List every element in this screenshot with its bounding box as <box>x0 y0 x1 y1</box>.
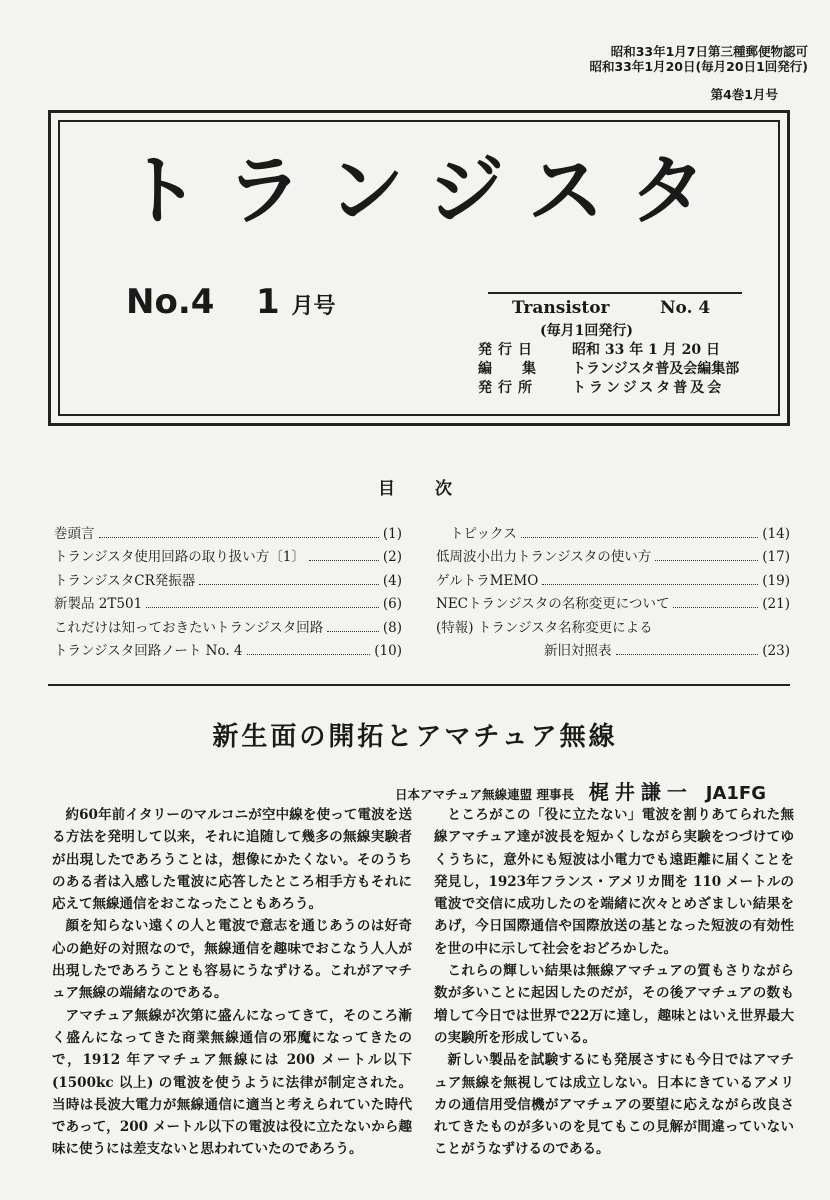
toc-entry-page: (1) <box>382 526 402 542</box>
toc-entry-page: (21) <box>762 596 790 613</box>
publication-row-label: 発行所 <box>478 380 538 396</box>
article-title: 新生面の開拓とアマチュア無線 <box>212 722 618 752</box>
toc-left-column <box>54 523 402 663</box>
issue-number: No.4 <box>126 282 215 322</box>
toc-entry-title: 新製品 2T501 <box>54 596 143 613</box>
publication-frequency: (毎月1回発行) <box>540 323 633 339</box>
publication-row-value: トランジスタ普及会 <box>572 380 725 396</box>
toc-entry-title: 新旧対照表 <box>544 643 612 660</box>
article-byline <box>395 776 766 805</box>
toc-entry-title: トランジスタ使用回路の取り扱い方〔1〕 <box>54 549 305 566</box>
toc-entry-page: (23) <box>762 643 790 660</box>
toc-entry-page: (8) <box>382 619 402 636</box>
postal-line-2: 昭和33年1月20日(毎月20日1回発行) <box>589 59 808 74</box>
toc-entry-title: (特報) トランジスタ名称変更による <box>436 619 653 636</box>
toc-entry-page: (14) <box>762 526 790 542</box>
magazine-title: トランジスタ <box>124 146 732 235</box>
article-paragraph: これらの輝しい結果は無線アマチュアの質もさりながら数が多いことに起因したのだが，その後アマチュアの数も増して今日では世界で22万に達し，趣味とはいえ世界最大の実験所を形成している。 <box>434 963 794 1046</box>
publication-number-en: No. 4 <box>660 298 711 318</box>
author-callsign: JA1FG <box>705 783 766 804</box>
toc-entry-page: (17) <box>762 549 790 566</box>
issue-month <box>256 282 336 322</box>
toc-entry[interactable] <box>54 640 402 663</box>
toc-entry-title: トランジスタ回路ノート No. 4 <box>54 643 243 660</box>
toc-entry[interactable] <box>54 617 402 640</box>
postal-permit <box>589 44 808 74</box>
toc-entry[interactable] <box>54 546 402 569</box>
section-divider <box>48 684 790 686</box>
volume-label: 第4巻1月号 <box>710 87 778 102</box>
article-paragraph: 約60年前イタリーのマルコニが空中線を使って電波を送る方法を発明して以来，それに追随して幾多の無線実験者が出現したであろうことは，想像にかたくない。そのうちのある者は入感した電波に応答したところ相手方もそれに応えて無線通信をおこなったこともあろう。 <box>52 807 412 913</box>
toc-entry-title: ゲルトラMEMO <box>436 572 539 589</box>
toc-entry-title: トピックス <box>450 526 517 542</box>
toc-entry[interactable] <box>54 570 402 593</box>
author-name: 梶井謙一 <box>588 780 693 804</box>
toc-entry[interactable] <box>436 640 790 663</box>
toc-entry-title: NECトランジスタの名称変更について <box>436 596 670 613</box>
article-column-right <box>434 804 794 1161</box>
publication-row-date <box>478 339 720 359</box>
issue-month-number: 1 <box>256 282 280 322</box>
toc-entry-page: (10) <box>374 643 402 660</box>
toc-entry-page: (2) <box>382 549 402 566</box>
article-paragraph: ところがこの「役に立たない」電波を割りあてられた無線アマチュア達が波長を短かくしながら実験をつづけてゆくうちに，意外にも短波は小電力でも遠距離に届くことを発見し，1923年フランス・アメリカ間を 110 メートルの電波で交信に成功したのを端緒に次々とめざましい結果をあげ，今日国際通信や国際放送の基となった短波の有効性を世の中に示して社会をおどろかした。 <box>434 807 794 957</box>
toc-entry[interactable] <box>436 570 790 593</box>
publication-row-publisher <box>478 377 724 397</box>
article-paragraph: 顔を知らない遠くの人と電波で意志を通じあうのは好奇心の絶好の対照なので，無線通信を趣味でおこなう人人が出現したであろうことも容易にうなずける。これがアマチュア無線の端緒なのである。 <box>52 918 412 1002</box>
author-affiliation: 日本アマチュア無線連盟 理事長 <box>395 787 575 802</box>
toc-entry[interactable] <box>54 593 402 616</box>
publication-row-label: 編集 <box>478 361 566 377</box>
publication-row-label: 発行日 <box>478 342 538 358</box>
toc-entry-page: (19) <box>762 572 790 589</box>
toc-entry[interactable] <box>436 523 790 546</box>
toc-entry-title: 低周波小出力トランジスタの使い方 <box>436 549 652 566</box>
toc-entry-title: これだけは知っておきたいトランジスタ回路 <box>54 619 324 636</box>
toc-entry[interactable] <box>436 593 790 616</box>
publication-row-value: トランジスタ普及会編集部 <box>572 361 740 377</box>
publication-title-en: Transistor <box>512 298 610 318</box>
toc-entry-page: (6) <box>382 596 402 613</box>
toc-entry-title: トランジスタCR発振器 <box>54 572 196 589</box>
publication-row-value: 昭和 33 年 1 月 20 日 <box>572 342 720 358</box>
toc-entry-title: 巻頭言 <box>54 526 95 542</box>
publication-row-editor <box>478 358 739 378</box>
toc-entry[interactable] <box>436 617 790 640</box>
article-column-left <box>52 804 412 1161</box>
toc-heading: 目次 <box>378 479 492 499</box>
article-paragraph: アマチュア無線が次第に盛んになってきて，そのころ漸く盛んになってきた商業無線通信の邪魔になってきたので，1912 年アマチュア無線には 200 メートル以下(1500kc 以上) の電波を使うように法律が制定された。当時は長波大電力が無線通信に適当と考えられていた時代であって，200 メートル以下の電波は役に立たないから趣味に使うには差支ないと思われていたのであろう。 <box>52 1007 412 1158</box>
toc-entry[interactable] <box>436 546 790 569</box>
issue-month-suffix: 月号 <box>291 294 336 319</box>
toc-entry-page: (4) <box>382 572 402 589</box>
postal-line-1: 昭和33年1月7日第三種郵便物認可 <box>610 44 808 59</box>
toc-entry[interactable] <box>54 523 402 546</box>
publication-rule <box>488 292 742 294</box>
article-paragraph: 新しい製品を試験するにも発展さすにも今日ではアマチュア無線を無視しては成立しない。日本にきているアメリカの通信用受信機がアマチュアの要望に応えながら改良されてきたものが多いのを見てもこの見解が間違っていないことがうなずけるのである。 <box>434 1052 794 1158</box>
toc-right-column <box>436 523 790 663</box>
